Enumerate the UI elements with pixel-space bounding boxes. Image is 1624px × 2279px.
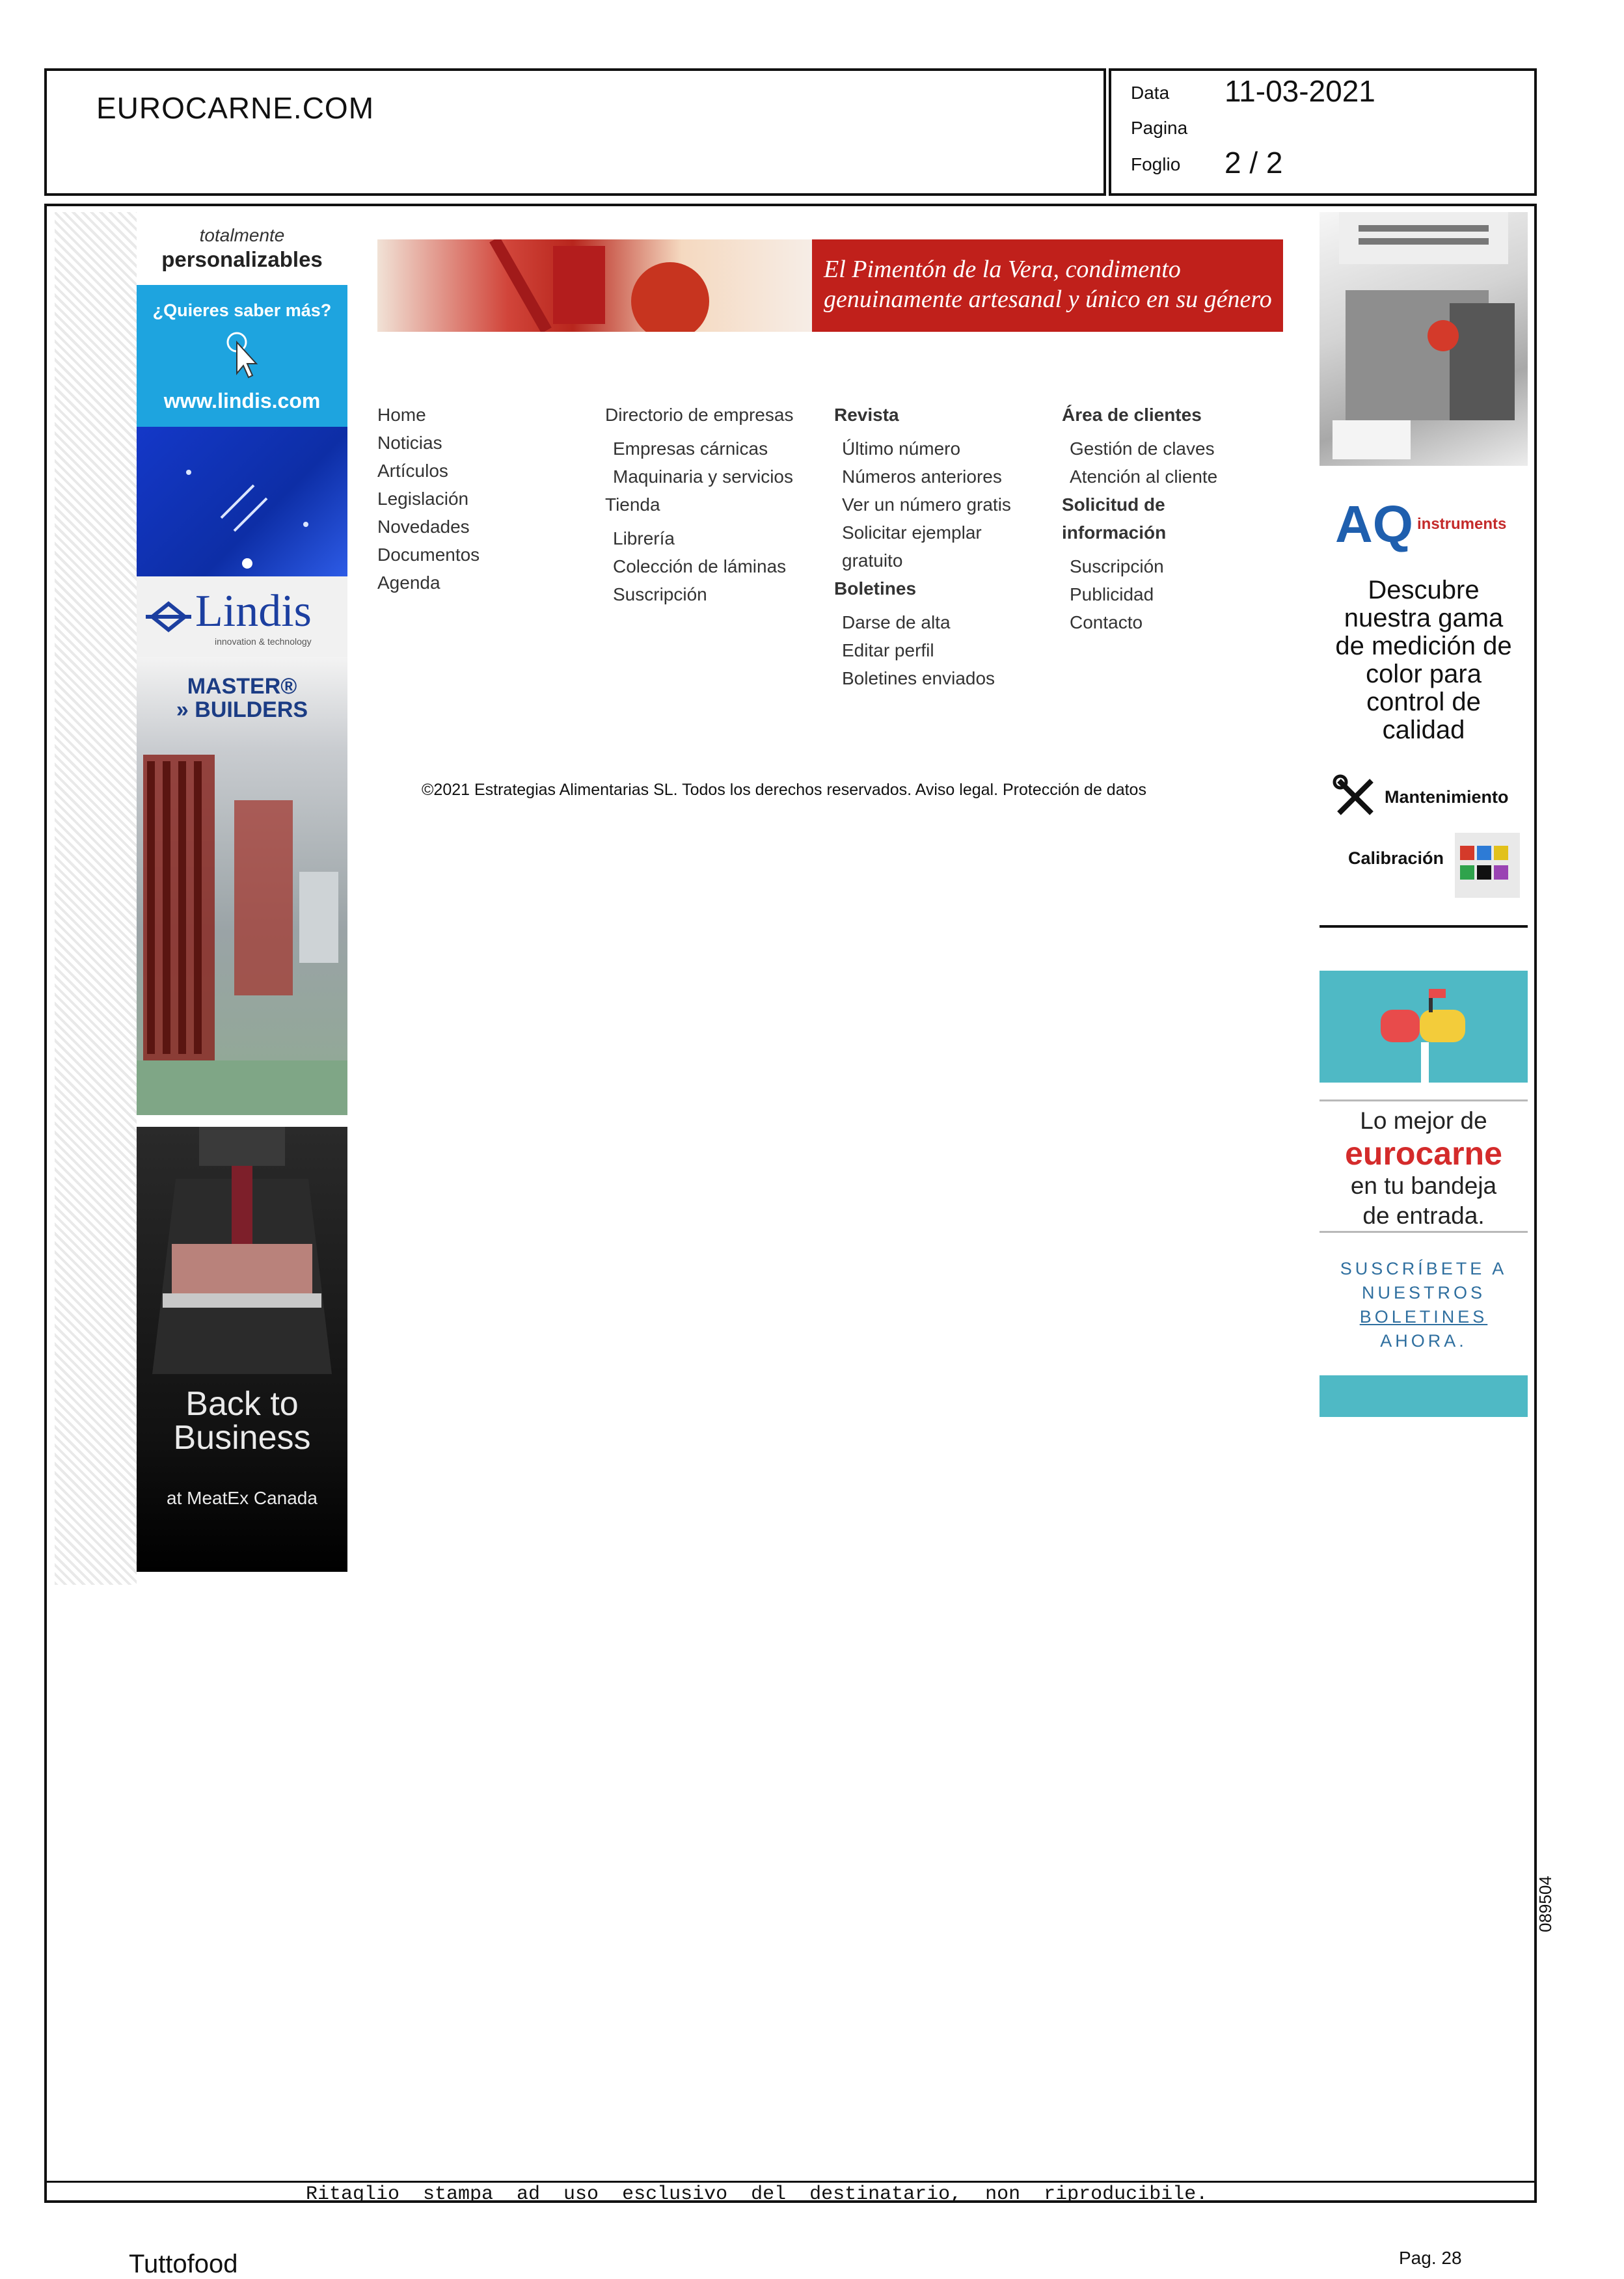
foglio-label: Foglio <box>1131 154 1181 174</box>
footer-divider <box>44 2181 1537 2183</box>
master-line-1: MASTER® <box>187 674 297 699</box>
meatex-canada: at MeatEx Canada <box>167 1488 318 1508</box>
nav-col-main <box>377 401 480 597</box>
aq-line-4: color para <box>1366 660 1482 688</box>
master-builders-logo <box>137 675 347 721</box>
person-holding-meat-image <box>137 1127 347 1374</box>
aq-calibration: Calibración <box>1348 848 1444 868</box>
nav-suscripcion-tienda[interactable]: Suscripción <box>613 584 707 604</box>
lindis-logo-sub: innovation & technology <box>215 636 312 647</box>
color-chart-icon <box>1455 833 1520 898</box>
conveyor-belt-image <box>137 427 347 576</box>
cta-line-2: NUESTROS <box>1361 1283 1486 1302</box>
source-title: EUROCARNE.COM <box>96 91 375 125</box>
nav-documentos[interactable]: Documentos <box>377 545 480 565</box>
cta-line-3: BOLETINES <box>1359 1307 1488 1327</box>
header-meta-box <box>1109 68 1537 196</box>
lindis-blue-panel <box>137 285 347 427</box>
lindis-tagline-2: personalizables <box>161 247 323 271</box>
cursor-icon <box>223 328 262 380</box>
nav-solicitar-ejemplar[interactable]: Solicitar ejemplar <box>842 522 982 543</box>
nav-laminas[interactable]: Colección de láminas <box>613 556 787 576</box>
nav-col-revista <box>834 401 1011 692</box>
lindis-ad[interactable] <box>137 212 347 427</box>
newsletter-bottom-bar <box>1320 1375 1528 1417</box>
aq-line-6: calidad <box>1382 716 1465 744</box>
aq-line-3: de medición de <box>1335 632 1512 660</box>
nav-publicidad[interactable]: Publicidad <box>1070 584 1154 604</box>
newsletter-line-2b: de entrada. <box>1362 1202 1485 1229</box>
cta-line-4: AHORA. <box>1380 1331 1467 1351</box>
nav-libreria[interactable]: Librería <box>613 528 675 548</box>
nav-articulos[interactable]: Artículos <box>377 461 448 481</box>
clipping-notice: Ritaglio stampa ad uso esclusivo del destinatario, non riproducibile. <box>306 2183 1208 2205</box>
nav-novedades[interactable]: Novedades <box>377 517 470 537</box>
nav-atencion-cliente[interactable]: Atención al cliente <box>1070 466 1218 487</box>
nav-solicitud-1[interactable]: Solicitud de <box>1062 494 1165 515</box>
data-value: 11-03-2021 <box>1225 74 1375 108</box>
aq-description <box>1320 576 1528 744</box>
aq-maintenance: Mantenimiento <box>1385 787 1509 807</box>
pimenton-banner[interactable] <box>377 239 1283 332</box>
paprika-tin-icon <box>377 239 812 332</box>
hatched-margin <box>55 212 137 1585</box>
nav-gratuito[interactable]: gratuito <box>842 550 903 571</box>
belt-marks <box>137 427 347 576</box>
lindis-logo-icon <box>146 599 191 635</box>
meatex-canada-ad[interactable] <box>137 1127 347 1572</box>
nav-area-clientes[interactable]: Área de clientes <box>1062 405 1202 425</box>
nav-noticias[interactable]: Noticias <box>377 433 442 453</box>
nav-directorio[interactable]: Directorio de empresas <box>605 405 794 425</box>
nav-darse-alta[interactable]: Darse de alta <box>842 612 951 632</box>
lindis-logo <box>137 576 347 657</box>
nav-tienda[interactable]: Tienda <box>605 494 660 515</box>
newsletter-line-2a: en tu bandeja <box>1350 1172 1497 1199</box>
sausage-rack-image <box>137 742 347 1115</box>
aq-line-1: Descubre <box>1368 576 1480 604</box>
nav-boletines[interactable]: Boletines <box>834 578 917 599</box>
nav-legislacion[interactable]: Legislación <box>377 489 469 509</box>
newsletter-cta[interactable] <box>1320 1257 1528 1353</box>
nav-revista[interactable]: Revista <box>834 405 899 425</box>
aq-logo: AQ <box>1335 495 1413 553</box>
lindis-logo-text: Lindis <box>195 586 312 636</box>
nav-ultimo-numero[interactable]: Último número <box>842 438 961 459</box>
back-to-business: Back to Business <box>173 1385 311 1457</box>
newsletter-top-panel <box>1320 971 1528 1083</box>
newsletter-ad[interactable] <box>1320 971 1528 1417</box>
nav-empresas-carnicas[interactable]: Empresas cárnicas <box>613 438 768 459</box>
banner-text: El Pimentón de la Vera, condimento genuinamente artesanal y único en su género <box>824 256 1272 313</box>
newsletter-divider-mid <box>1320 1231 1528 1233</box>
nav-col-clientes <box>1062 401 1217 636</box>
mailbox-icon <box>1320 971 1528 1083</box>
lindis-question: ¿Quieres saber más? <box>152 301 332 320</box>
nav-numeros-anteriores[interactable]: Números anteriores <box>842 466 1002 487</box>
master-builders-ad[interactable] <box>137 657 347 1115</box>
document-code: 089504 <box>1536 1876 1555 1932</box>
slicer-machine-image <box>1320 212 1528 466</box>
nav-col-directorio <box>605 401 793 608</box>
nav-editar-perfil[interactable]: Editar perfil <box>842 640 934 660</box>
data-label: Data <box>1131 83 1170 103</box>
cta-line-1: SUSCRÍBETE A <box>1340 1259 1508 1278</box>
publication-name: Tuttofood <box>129 2250 238 2278</box>
nav-home[interactable]: Home <box>377 405 426 425</box>
aq-line-2: nuestra gama <box>1344 604 1504 632</box>
lindis-url: www.lindis.com <box>163 389 321 412</box>
newsletter-brand: eurocarne <box>1345 1135 1502 1172</box>
newsletter-line-2 <box>1320 1171 1528 1231</box>
newsletter-line-1: Lo mejor de <box>1360 1107 1487 1134</box>
pagina-label: Pagina <box>1131 118 1188 138</box>
nav-boletines-enviados[interactable]: Boletines enviados <box>842 668 995 688</box>
nav-numero-gratis[interactable]: Ver un número gratis <box>842 494 1011 515</box>
aq-line-5: control de <box>1366 688 1481 716</box>
nav-maquinaria[interactable]: Maquinaria y servicios <box>613 466 793 487</box>
nav-solicitud-2[interactable]: información <box>1062 522 1167 543</box>
nav-contacto[interactable]: Contacto <box>1070 612 1143 632</box>
aq-instruments: instruments <box>1417 515 1507 533</box>
master-line-2: » BUILDERS <box>176 697 308 722</box>
lindis-tagline-1: totalmente <box>199 225 285 245</box>
machine-ad[interactable] <box>1320 212 1528 466</box>
tools-icon <box>1333 774 1378 820</box>
page-number: Pag. 28 <box>1399 2248 1462 2268</box>
nav-suscripcion[interactable]: Suscripción <box>1070 556 1164 576</box>
foglio-value: 2 / 2 <box>1225 146 1283 180</box>
nav-agenda[interactable]: Agenda <box>377 573 440 593</box>
paprika-image <box>377 239 812 332</box>
header-source-box <box>44 68 1106 196</box>
newsletter-divider-top <box>1320 1099 1528 1101</box>
nav-gestion-claves[interactable]: Gestión de claves <box>1070 438 1215 459</box>
copyright-line: ©2021 Estrategias Alimentarias SL. Todos los derechos reservados. Aviso legal. Protección de datos <box>422 781 1146 799</box>
right-divider <box>1320 925 1528 928</box>
aq-instruments-ad[interactable] <box>1320 488 1528 898</box>
